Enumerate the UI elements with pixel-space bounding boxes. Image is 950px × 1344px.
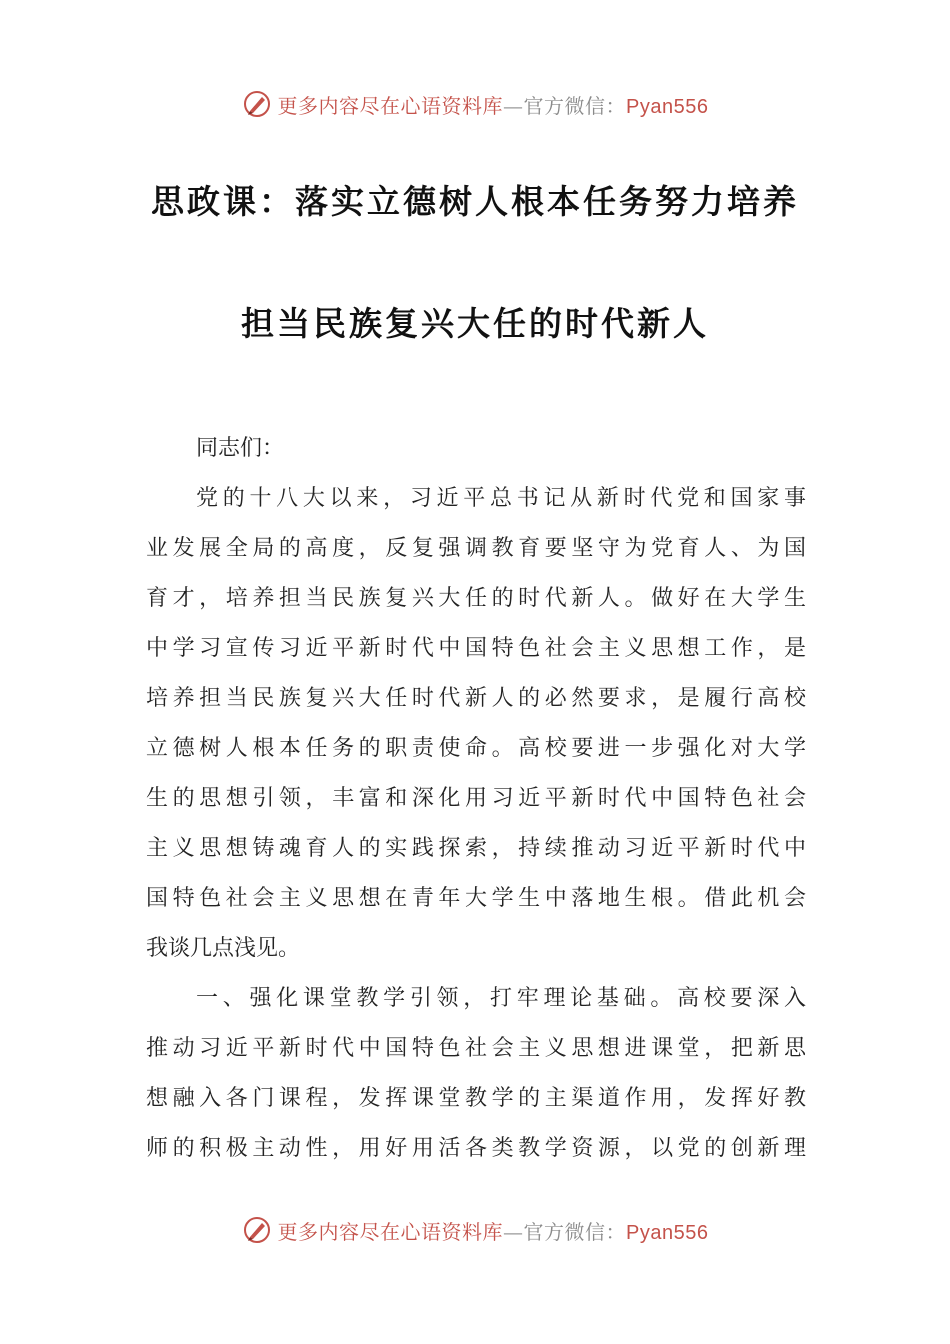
body-line: 同志们：: [196, 436, 285, 461]
pen-circle-logo-icon: [242, 89, 272, 119]
body-line: 国特色社会主义思想在青年大学生中落地生根。借此机会: [146, 886, 806, 911]
watermark-dash: —: [503, 1219, 524, 1244]
body-line: 育才，培养担当民族复兴大任的时代新人。做好在大学生: [146, 586, 806, 611]
body-line: 想融入各门课程，发挥课堂教学的主渠道作用，发挥好教: [146, 1086, 806, 1111]
body-line: 生的思想引领，丰富和深化用习近平新时代中国特色社会: [146, 786, 806, 811]
body-line: 我谈几点浅见。: [146, 936, 301, 961]
watermark-label: 官方微信：: [523, 93, 627, 118]
watermark-main: 更多内容尽在心语资料库: [277, 1219, 504, 1244]
document-title-line-1: 思政课：落实立德树人根本任务努力培养: [151, 182, 799, 221]
watermark-dash: —: [503, 93, 524, 118]
body-line: 推动习近平新时代中国特色社会主义思想进课堂，把新思: [146, 1036, 806, 1061]
body-line: 师的积极主动性，用好用活各类教学资源，以党的创新理: [146, 1136, 806, 1161]
body-line: 一、强化课堂教学引领，打牢理论基础。高校要深入: [196, 986, 806, 1011]
body-line: 主义思想铸魂育人的实践探索，持续推动习近平新时代中: [146, 836, 806, 861]
header-watermark: [0, 84, 950, 124]
watermark-label: 官方微信：: [523, 1219, 627, 1244]
body-line: 立德树人根本任务的职责使命。高校要进一步强化对大学: [146, 736, 806, 761]
body-line: 培养担当民族复兴大任时代新人的必然要求，是履行高校: [146, 686, 806, 711]
body-line: 党的十八大以来，习近平总书记从新时代党和国家事: [196, 486, 806, 511]
watermark-text: [278, 1216, 709, 1245]
watermark-handle: Pyan556: [626, 95, 709, 118]
footer-watermark: [0, 1210, 950, 1250]
watermark-main: 更多内容尽在心语资料库: [277, 93, 504, 118]
watermark-handle: Pyan556: [626, 1221, 709, 1244]
body-line: 中学习宣传习近平新时代中国特色社会主义思想工作，是: [146, 636, 806, 661]
pen-circle-logo-icon: [242, 1215, 272, 1245]
body-line: 业发展全局的高度，反复强调教育要坚守为党育人、为国: [146, 536, 806, 561]
watermark-text: [278, 90, 709, 119]
document-title-line-2: 担当民族复兴大任的时代新人: [241, 304, 709, 343]
